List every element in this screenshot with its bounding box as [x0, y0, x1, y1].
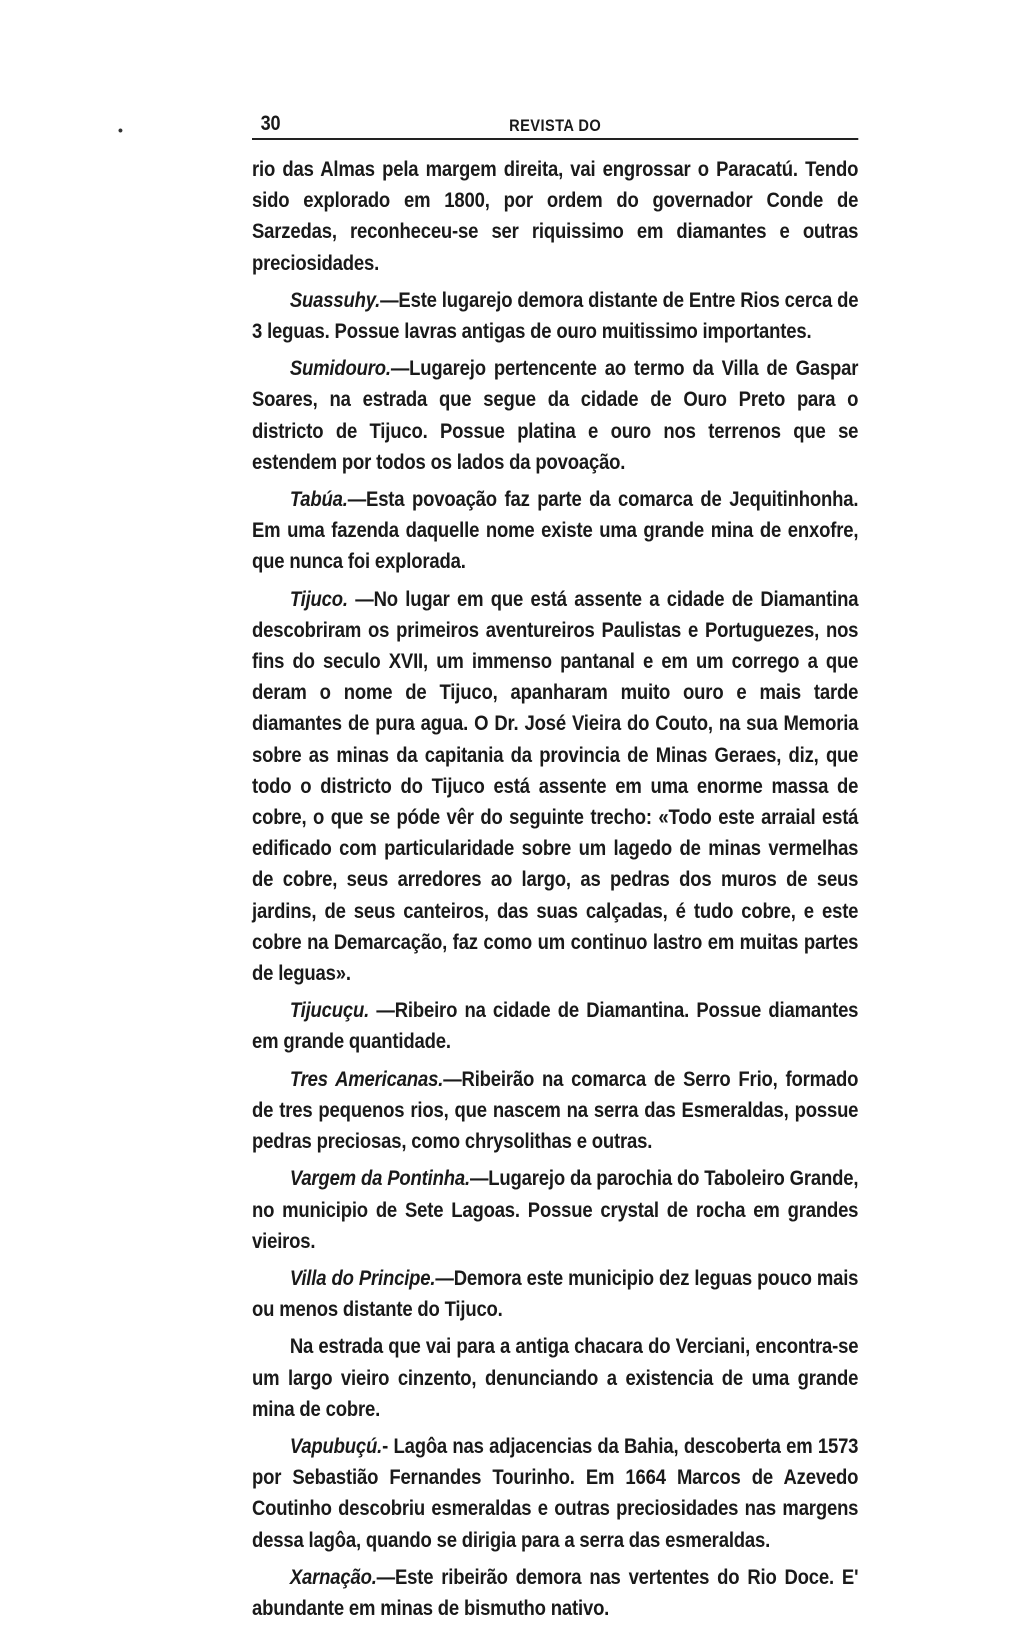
paragraph-continuation [252, 154, 858, 279]
entry-text: —Esta povoação faz parte da comarca de Jequitinhonha. Em uma fazenda daquelle nome existe uma grande mina de enxofre, que nunca foi explorada. [252, 487, 859, 574]
entry-vargem-da-pontinha [252, 1163, 858, 1257]
running-title: REVISTA DO [509, 116, 602, 135]
page-header [252, 108, 858, 140]
entry-term: Tabúa. [289, 487, 348, 512]
entry-text: —No lugar em que está assente a cidade de Diamantina descobriram os primeiros aventureiros Paulistas e Portuguezes, nos fins do seculo XVII, um immenso pantanal e em um corrego a que deram o nome de Tijuco, apanharam muito ouro e mais tarde diamantes de pura agua. O Dr. José Vieira do Couto, na sua Memoria sobre as minas da capitania da provincia de Minas Geraes, diz, que todo o districto do Tijuco está assente em uma enorme massa de cobre, o que se póde vêr do seguinte trecho: «Todo este arraial está edificado com particularidade sobre um lagedo de minas vermelhas de cobre, seus arredores ao largo, as pedras dos muros de seus jardins, de seus canteiros, das suas calçadas, é tudo cobre, e este cobre na Demarcação, faz como um continuo lastro em muitas partes de leguas». [252, 586, 859, 986]
entry-text: —Demora este municipio dez leguas pouco mais ou menos distante do Tijuco. [252, 1265, 859, 1322]
entry-term: Vargem da Pontinha. [289, 1166, 470, 1191]
entry-term: Xarnação. [289, 1564, 377, 1589]
book-page [252, 108, 858, 1630]
entry-text: —Lugarejo da parochia do Taboleiro Grande, no municipio de Sete Lagoas. Possue crystal de rocha em grandes vieiros. [252, 1166, 859, 1253]
entry-term: Suassuhy. [289, 287, 381, 312]
entry-term: Vapubuçú. [289, 1433, 383, 1458]
entry-suassuhy [252, 285, 858, 347]
entry-text: - Lagôa nas adjacencias da Bahia, descoberta em 1573 por Sebastião Fernandes Tourinho. Em 1664 Marcos de Azevedo Coutinho descobriu esmeraldas e outras preciosidades nas margens dessa lagôa, quando se dirigia para a serra das esmeraldas. [252, 1433, 859, 1552]
entry-text: —Este lugarejo demora distante de Entre Rios cerca de 3 leguas. Possue lavras antigas de ouro muitissimo importantes. [252, 287, 859, 344]
entry-term: Villa do Principe. [289, 1265, 436, 1290]
entry-term: Tijucuçu. [289, 998, 370, 1023]
entry-text: —Este ribeirão demora nas vertentes do Rio Doce. E' abundante em minas de bismutho nativo. [252, 1564, 859, 1620]
entry-tijuco [252, 584, 858, 990]
entry-tabua [252, 484, 858, 578]
page-number: 30 [260, 112, 281, 135]
entry-villa-do-principe [252, 1263, 858, 1325]
entry-text: —Ribeirão na comarca de Serro Frio, formado de tres pequenos rios, que nascem na serra das Esmeraldas, possue pedras preciosas, como chrysolithas e outras. [252, 1066, 859, 1154]
margin-mark: • [118, 122, 123, 138]
paragraph-text: rio das Almas pela margem direita, vai engrossar o Paracatú. Tendo sido explorado em 1800, por ordem do governador Conde de Sarzedas, reconheceu-se ser riquissimo em diamantes e outras preciosidades. [252, 157, 859, 275]
paragraph-verciani [252, 1331, 858, 1425]
entry-term: Sumidouro. [289, 356, 391, 381]
entry-vapubucu [252, 1431, 858, 1556]
page-body [252, 154, 858, 1624]
entry-xarnacao [252, 1562, 858, 1624]
entry-term: Tijuco. [289, 586, 348, 611]
entry-text: —Ribeiro na cidade de Diamantina. Possue diamantes em grande quantidade. [252, 998, 859, 1054]
entry-term: Tres Americanas. [289, 1066, 444, 1091]
entry-tres-americanas [252, 1064, 858, 1158]
paragraph-text: Na estrada que vai para a antiga chacara do Verciani, encontra-se um largo vieiro cinzento, denunciando a existencia de uma grande mina de cobre. [252, 1334, 859, 1421]
entry-tijucucu [252, 995, 858, 1057]
entry-text: —Lugarejo pertencente ao termo da Villa de Gaspar Soares, na estrada que segue da cidade de Ouro Preto para o districto de Tijuco. Possue platina e ouro nos terrenos que se estendem por todos os lados da povoação. [252, 356, 859, 474]
entry-sumidouro [252, 353, 858, 478]
